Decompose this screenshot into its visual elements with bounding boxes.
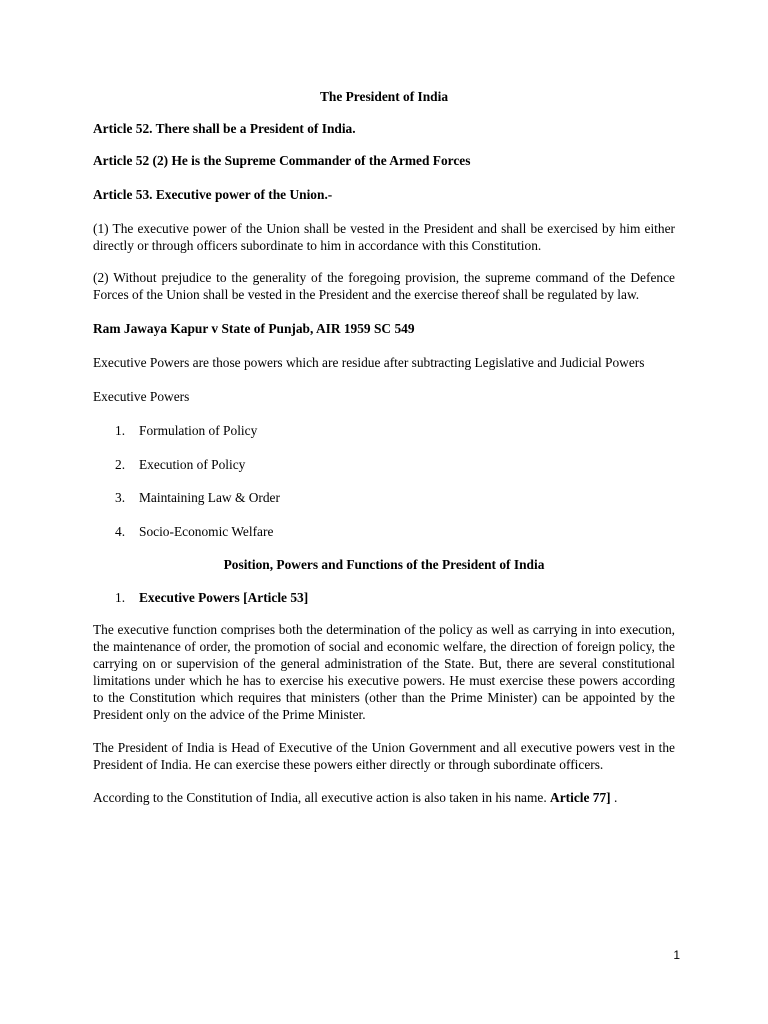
- section-heading: Position, Powers and Functions of the President of India: [223, 557, 545, 572]
- case-paragraph: Executive Powers are those powers which are residue after subtracting Legislative and Judicial Powers: [93, 355, 645, 370]
- executive-action-text: According to the Constitution of India, all executive action is also taken in his name.: [93, 790, 551, 805]
- list-item-text: Formulation of Policy: [139, 423, 258, 438]
- list-item-number: 4.: [115, 523, 126, 539]
- head-of-executive-paragraph: The President of India is Head of Executive of the Union Government and all executive powers vest in the President of India. He can exercise these powers either directly or through subordinate officers.: [93, 740, 675, 772]
- list-item-text: Execution of Policy: [139, 456, 246, 472]
- list-item-number: 2.: [115, 456, 126, 472]
- list-item-text: Socio-Economic Welfare: [139, 523, 274, 539]
- executive-action-paragraph: [93, 789, 675, 806]
- executive-powers-list: [93, 422, 675, 540]
- section-list: [93, 589, 675, 606]
- case-heading: Ram Jawaya Kapur v State of Punjab, AIR 1959 SC 549: [93, 321, 415, 336]
- list-item: [93, 456, 675, 473]
- executive-function-paragraph: The executive function comprises both the determination of the policy as well as carrying in into execution, the maintenance of order, the promotion of social and economic welfare, the direction of foreign policy, the carrying on or supervision of the general administration of the State. But, there are several constitutional limitations under which he has to exercise his executive powers. He must exercise these powers according to the Constitution which requires that ministers (other than the Prime Minister) can be appointed by the President only on the advice of the Prime Minister.: [93, 622, 675, 722]
- article-53-heading: Article 53. Executive power of the Union.-: [93, 187, 333, 202]
- list-item-number: 1.: [115, 590, 126, 605]
- article-77-reference: Article 77]: [550, 790, 611, 805]
- list-item: [93, 489, 675, 506]
- clause-1-paragraph: (1) The executive power of the Union shall be vested in the President and shall be exercised by him either directly or through officers subordinate to him in accordance with this Constitution.: [93, 221, 675, 253]
- document-page: [93, 88, 675, 821]
- document-title: The President of India: [319, 89, 449, 104]
- list-item-text: Maintaining Law & Order: [139, 490, 280, 505]
- clause-2-paragraph: (2) Without prejudice to the generality of the foregoing provision, the supreme command of the Defence Forces of the Union shall be vested in the President and the exercise thereof shall be regulated by law.: [93, 270, 675, 302]
- list-item: [93, 523, 675, 540]
- article-52-2-heading: Article 52 (2) He is the Supreme Commander of the Armed Forces: [93, 153, 471, 168]
- list-item: [93, 422, 675, 439]
- list-item-text: Executive Powers [Article 53]: [139, 590, 309, 605]
- list-item-number: 1.: [115, 423, 126, 438]
- page-number: 1: [673, 948, 680, 962]
- executive-powers-label: Executive Powers: [93, 389, 190, 404]
- list-item: [93, 589, 675, 606]
- list-item-number: 3.: [115, 490, 126, 505]
- executive-action-tail: .: [610, 790, 618, 805]
- article-52-heading: Article 52. There shall be a President of India.: [93, 121, 356, 136]
